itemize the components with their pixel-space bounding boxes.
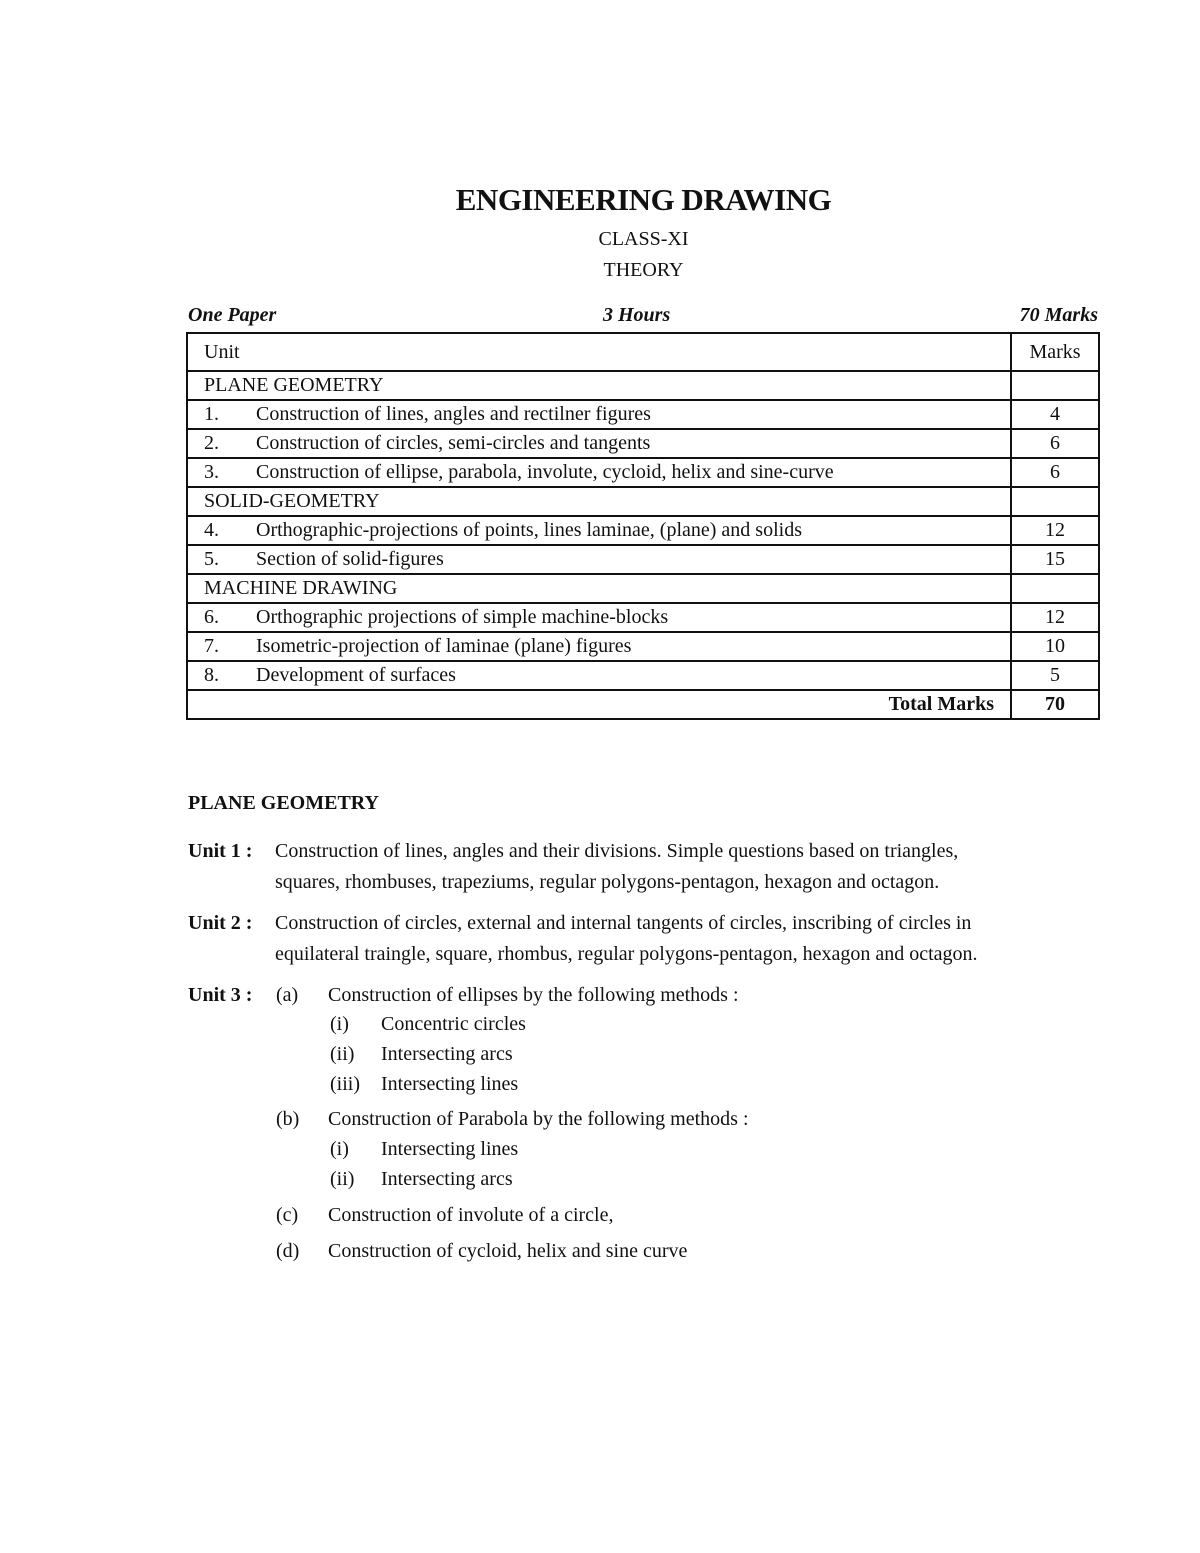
subitem-label: (ii): [330, 1168, 355, 1190]
total-label: Total Marks: [187, 690, 1011, 719]
paper-marks: 70 Marks: [1019, 304, 1098, 326]
syllabus-table: [186, 332, 1100, 720]
subitem-label: (iii): [330, 1073, 360, 1095]
row-text: Construction of ellipse, parabola, involute, cycloid, helix and sine-curve: [256, 461, 834, 483]
row-number: 7.: [204, 635, 219, 657]
subitem-text: Intersecting lines: [381, 1138, 519, 1160]
section-row: [187, 574, 1099, 603]
row-number: 1.: [204, 403, 219, 425]
unit-label: Unit 2 :: [188, 912, 253, 934]
item-label: (c): [276, 1204, 299, 1226]
row-number: 5.: [204, 548, 219, 570]
row-text: Orthographic-projections of points, lines laminae, (plane) and solids: [256, 519, 802, 541]
header-unit: Unit: [187, 333, 1011, 371]
row-number: 3.: [204, 461, 219, 483]
item-label: (b): [276, 1108, 300, 1130]
section-heading: PLANE GEOMETRY: [188, 792, 379, 814]
paper-hours: 3 Hours: [603, 304, 671, 326]
row-text: Construction of circles, semi-circles and tangents: [256, 432, 651, 454]
row-text: Isometric-projection of laminae (plane) figures: [256, 635, 632, 657]
table-row: [187, 632, 1099, 661]
table-row: [187, 429, 1099, 458]
row-text: Section of solid-figures: [256, 548, 444, 570]
row-marks: 4: [1011, 400, 1099, 429]
row-marks: 5: [1011, 661, 1099, 690]
item-text: Construction of Parabola by the following methods :: [328, 1108, 749, 1130]
subitem-text: Concentric circles: [381, 1013, 526, 1035]
section-row: [187, 371, 1099, 400]
table-row: [187, 545, 1099, 574]
header-marks: Marks: [1011, 333, 1099, 371]
document-title: ENGINEERING DRAWING: [455, 182, 832, 217]
paper-info: [188, 304, 1098, 332]
section-row: [187, 487, 1099, 516]
total-value: 70: [1011, 690, 1099, 719]
row-number: 6.: [204, 606, 219, 628]
subitem-label: (ii): [330, 1043, 355, 1065]
item-text: Construction of cycloid, helix and sine curve: [328, 1240, 688, 1262]
row-text: Construction of lines, angles and rectilner figures: [256, 403, 651, 425]
section-solid-geometry: SOLID-GEOMETRY: [187, 487, 1011, 516]
item-text: Construction of ellipses by the following methods :: [328, 984, 739, 1006]
section-machine-drawing: MACHINE DRAWING: [187, 574, 1011, 603]
subitem-label: (i): [330, 1138, 349, 1160]
row-text: Orthographic projections of simple machine-blocks: [256, 606, 669, 628]
row-marks: 12: [1011, 603, 1099, 632]
class-label: CLASS-XI: [598, 228, 689, 250]
row-marks: 6: [1011, 429, 1099, 458]
row-marks: 10: [1011, 632, 1099, 661]
paper-count: One Paper: [188, 304, 277, 326]
row-marks: 6: [1011, 458, 1099, 487]
unit-label: Unit 3 :: [188, 984, 253, 1006]
subitem-text: Intersecting lines: [381, 1073, 519, 1095]
row-number: 4.: [204, 519, 219, 541]
table-row: [187, 661, 1099, 690]
table-header-row: [187, 333, 1099, 371]
theory-label: THEORY: [603, 259, 684, 281]
item-label: (d): [276, 1240, 300, 1262]
row-number: 2.: [204, 432, 219, 454]
subitem-text: Intersecting arcs: [381, 1168, 513, 1190]
table-row: [187, 458, 1099, 487]
item-text: Construction of involute of a circle,: [328, 1204, 614, 1226]
table-row: [187, 516, 1099, 545]
table-row: [187, 400, 1099, 429]
unit-label: Unit 1 :: [188, 840, 253, 862]
subitem-label: (i): [330, 1013, 349, 1035]
row-text: Development of surfaces: [256, 664, 456, 686]
section-plane-geometry: PLANE GEOMETRY: [187, 371, 1011, 400]
unit-text: Construction of lines, angles and their divisions. Simple questions based on triangles, squares, rhombuses, trapeziums, regular polygons-pentagon, hexagon and octagon.: [275, 840, 959, 893]
row-number: 8.: [204, 664, 219, 686]
table-row: [187, 603, 1099, 632]
subitem-text: Intersecting arcs: [381, 1043, 513, 1065]
total-row: [187, 690, 1099, 719]
row-marks: 12: [1011, 516, 1099, 545]
item-label: (a): [276, 984, 299, 1006]
row-marks: 15: [1011, 545, 1099, 574]
unit-text: Construction of circles, external and internal tangents of circles, inscribing of circles in equilateral traingle, square, rhombus, regular polygons-pentagon, hexagon and octagon.: [275, 912, 978, 965]
